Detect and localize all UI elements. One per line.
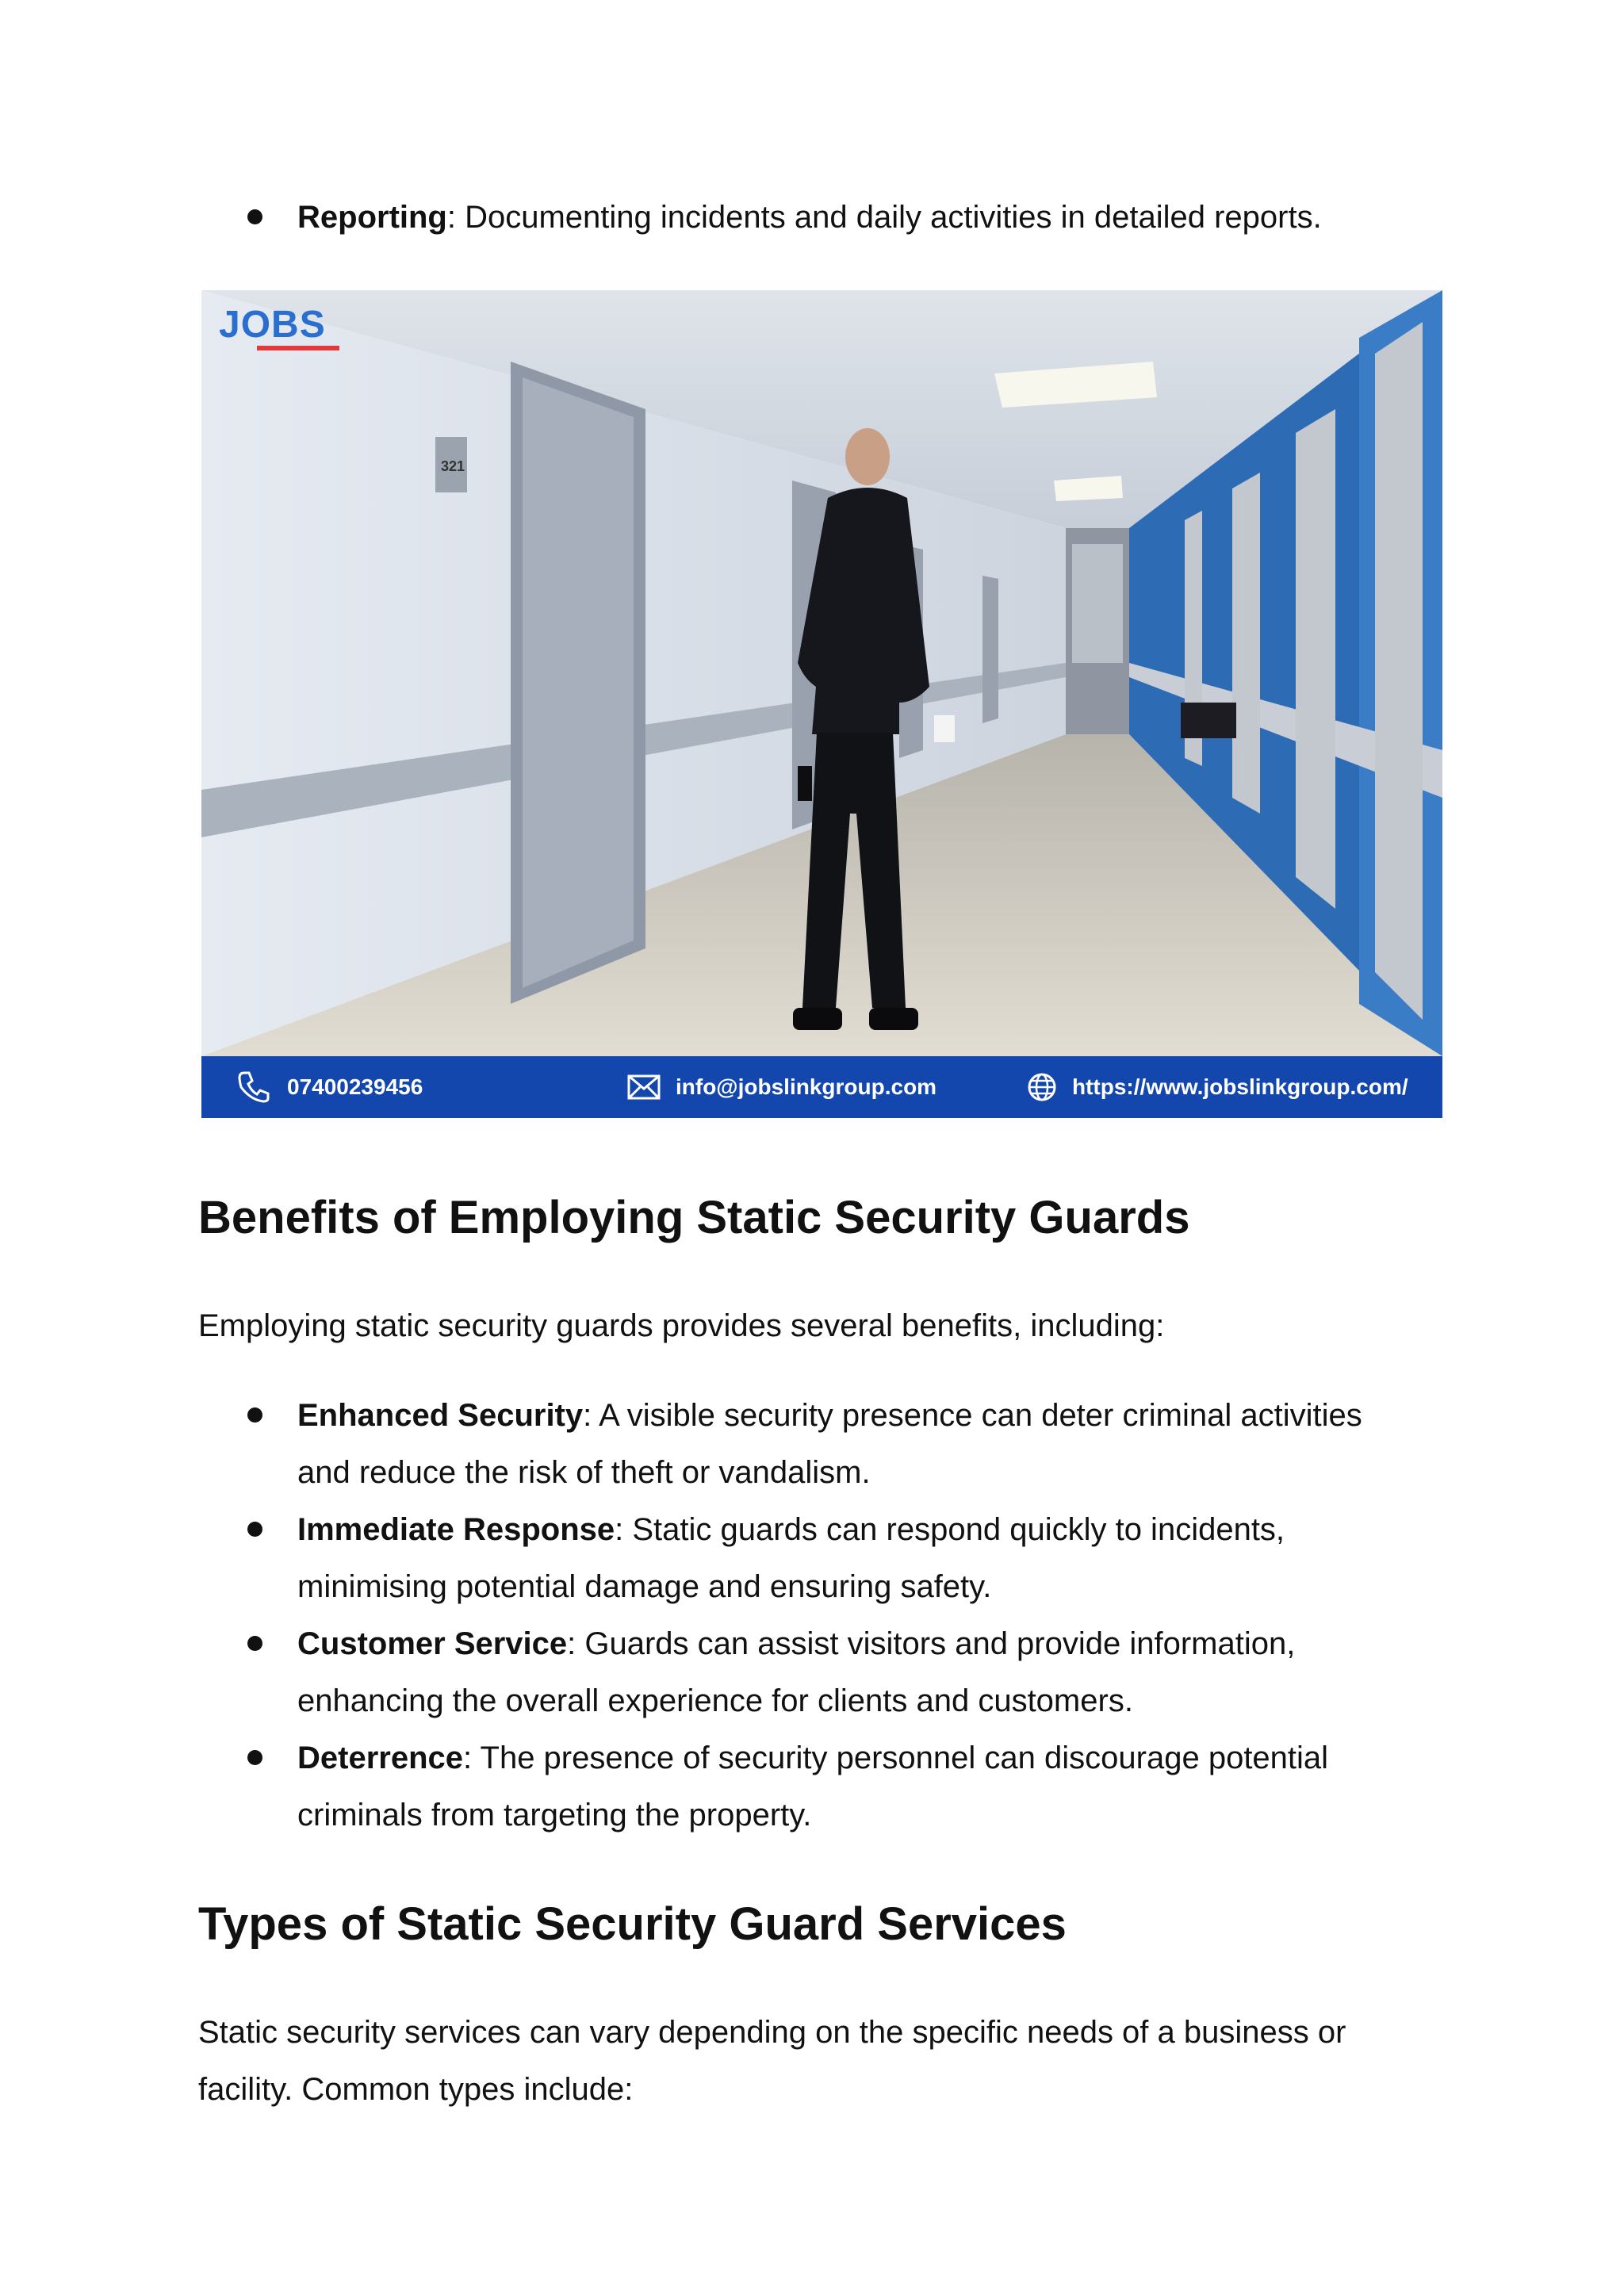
list-item-text: : Documenting incidents and daily activities in detailed reports.: [446, 200, 1322, 235]
list-item: [0, 1615, 1423, 1729]
list-item: [0, 189, 1423, 246]
email-address: info@jobslinkgroup.com: [676, 1074, 937, 1099]
types-intro: Static security services can vary depending on the specific needs of a business or facility. Common types include:: [198, 2015, 1346, 2107]
door-number-sign: 321: [441, 458, 465, 474]
benefits-heading: Benefits of Employing Static Security Guards: [198, 1192, 1190, 1243]
list-item-text: : Static guards can respond quickly to incidents, minimising potential damage and ensuring safety.: [297, 1512, 1285, 1604]
reporting-list: [0, 189, 1423, 246]
hallway-scene: [201, 290, 1442, 1056]
contact-bar: [201, 1056, 1442, 1118]
bullet-icon: [247, 1636, 262, 1651]
logo-underline: [257, 346, 339, 350]
benefits-intro: Employing static security guards provides several benefits, including:: [198, 1308, 1165, 1343]
bullet-icon: [247, 1522, 262, 1537]
phone-number: 07400239456: [287, 1074, 423, 1099]
types-heading: Types of Static Security Guard Services: [198, 1898, 1067, 1950]
globe-icon: [1026, 1071, 1058, 1103]
website-url: https://www.jobslinkgroup.com/: [1072, 1074, 1408, 1099]
email-contact: [626, 1056, 936, 1118]
list-item-text: : The presence of security personnel can discourage potential criminals from targeting the property.: [297, 1741, 1329, 1833]
list-item-term: Immediate Response: [297, 1512, 615, 1547]
list-item-text: : Guards can assist visitors and provide information, enhancing the overall experience for clients and customers.: [297, 1626, 1296, 1718]
list-item: [0, 1729, 1423, 1844]
list-item-text: : A visible security presence can deter criminal activities and reduce the risk of theft or vandalism.: [297, 1398, 1362, 1490]
list-item-term: Reporting: [297, 200, 447, 235]
phone-icon: [235, 1068, 273, 1106]
jobs-link-logo: [219, 303, 326, 347]
security-guard-photo: [201, 290, 1442, 1118]
mail-icon: [626, 1073, 661, 1101]
phone-contact: [235, 1056, 423, 1118]
list-item-term: Enhanced Security: [297, 1398, 584, 1433]
logo-text: JOBS: [219, 304, 326, 346]
website-contact: [1026, 1056, 1408, 1118]
list-item: [0, 1501, 1423, 1615]
bullet-icon: [247, 209, 262, 224]
bullet-icon: [247, 1750, 262, 1765]
list-item: [0, 1387, 1423, 1501]
bullet-icon: [247, 1407, 262, 1423]
list-item-term: Customer Service: [297, 1626, 568, 1661]
list-item-term: Deterrence: [297, 1741, 464, 1775]
benefits-list: [0, 1387, 1423, 1844]
